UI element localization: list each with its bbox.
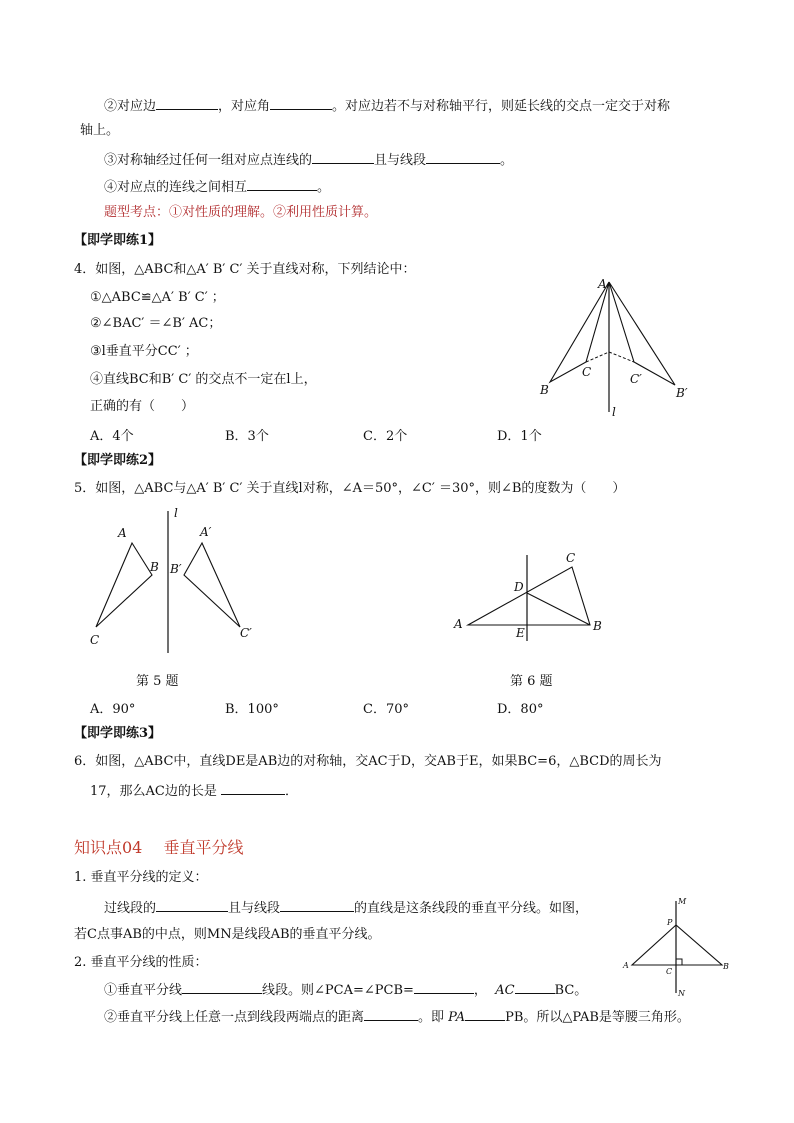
statement-1: ①△ABC≌△A′ B′ C′ ； <box>90 290 225 305</box>
label-E: E <box>516 626 525 640</box>
caption-q5: 第 5 题 <box>136 674 179 689</box>
property-2 <box>104 1007 690 1027</box>
answer-blank[interactable] <box>156 96 218 110</box>
option-c[interactable]: C．70° <box>363 702 409 717</box>
answer-blank[interactable] <box>465 1007 505 1021</box>
figure-q6 <box>450 545 620 645</box>
label-A: A <box>454 617 463 631</box>
text: 。对应边若不与对称轴平行，则延长线的交点一定交于对称 <box>332 99 671 114</box>
text: ． <box>285 784 299 799</box>
label-M: M <box>678 897 687 906</box>
option-a[interactable]: A．90° <box>90 702 136 717</box>
answer-blank[interactable] <box>414 980 474 994</box>
property-heading: 2. 垂直平分线的性质： <box>74 955 208 970</box>
exercise-tag-3: 【即学即练3】 <box>74 726 162 741</box>
label-C: C <box>582 365 592 379</box>
text: 过线段的 <box>104 901 157 916</box>
exercise-tag-2: 【即学即练2】 <box>74 453 162 468</box>
answer-blank[interactable] <box>280 898 354 912</box>
question-5: 5．如图，△ABC与△A′ B′ C′ 关于直线l对称，∠A＝50°，∠C′ ＝30°，则∠B的度数为（ ） <box>74 481 626 496</box>
answer-blank[interactable] <box>247 177 317 191</box>
text: AC <box>495 983 515 998</box>
text: 。 <box>500 153 514 168</box>
property-line-3 <box>104 150 513 170</box>
label-Bp: B′ <box>676 386 688 400</box>
statement-3: ③l垂直平分CC′ ； <box>90 344 198 359</box>
question-6: 6．如图，△ABC中，直线DE是AB边的对称轴，交AC于D，交AB于E，如果BC=6，△BCD的周长为 <box>74 754 662 769</box>
text: ①垂直平分线 <box>104 983 183 998</box>
right-angle-mark <box>676 959 682 965</box>
figure-perpendicular-bisector <box>618 893 732 1003</box>
text: 线段。则∠PCA=∠PCB= <box>262 983 414 998</box>
dashed-mid-cp <box>609 352 634 362</box>
text: 17，那么AC边的长是 <box>90 784 217 799</box>
answer-blank[interactable] <box>156 898 228 912</box>
statement-2: ②∠BAC′ ＝∠B′ AC； <box>90 316 222 331</box>
figure-q4 <box>530 272 710 422</box>
triangle-abc <box>550 282 609 382</box>
label-A: A <box>623 961 629 970</box>
label-l: l <box>612 405 616 419</box>
option-d[interactable]: D．80° <box>497 702 544 717</box>
definition-line <box>104 898 588 918</box>
answer-blank[interactable] <box>426 150 500 164</box>
label-B: B <box>150 560 159 574</box>
label-Ap: A′ <box>200 525 212 539</box>
label-A: A <box>598 277 607 291</box>
text: ②对应边 <box>104 99 157 114</box>
triangle-apbpcp <box>184 543 240 627</box>
question-4-ask: 正确的有（ ） <box>90 399 195 414</box>
property-line-4 <box>104 177 330 197</box>
question-4: 4．如图，△ABC和△A′ B′ C′ 关于直线对称，下列结论中： <box>74 262 416 277</box>
label-C: C <box>90 633 100 647</box>
answer-blank[interactable] <box>312 150 374 164</box>
option-c[interactable]: C．2个 <box>363 429 408 444</box>
text: 。即 <box>418 1010 445 1025</box>
dashed-c-mid <box>586 352 609 362</box>
text: BC。 <box>554 983 588 998</box>
label-P: P <box>667 918 673 927</box>
text: 且与线段 <box>374 153 427 168</box>
label-Bp: B′ <box>170 562 182 576</box>
section-title: 知识点04 垂直平分线 <box>74 838 244 857</box>
label-B: B <box>540 383 549 397</box>
exercise-tag-1: 【即学即练1】 <box>74 233 162 248</box>
statement-4: ④直线BC和B′ C′ 的交点不一定在l上， <box>90 372 317 387</box>
caption-q6: 第 6 题 <box>510 674 553 689</box>
answer-blank[interactable] <box>270 96 332 110</box>
answer-blank[interactable] <box>515 980 555 994</box>
property-line-2-cont: 轴上。 <box>80 123 120 138</box>
option-a[interactable]: A．4个 <box>90 429 134 444</box>
property-1 <box>104 980 587 1000</box>
label-C: C <box>566 551 576 565</box>
text: 且与线段 <box>228 901 281 916</box>
type-tip: 题型考点：①对性质的理解。②利用性质计算。 <box>104 205 378 220</box>
text: 的直线是这条线段的垂直平分线。如图， <box>354 901 589 916</box>
triangle-abc <box>96 543 152 627</box>
definition-line-2: 若C点事AB的中点，则MN是线段AB的垂直平分线。 <box>74 927 381 942</box>
option-d[interactable]: D．1个 <box>497 429 542 444</box>
text: ②垂直平分线上任意一点到线段两端点的距离 <box>104 1010 365 1025</box>
segment-db <box>527 593 590 625</box>
option-b[interactable]: B．100° <box>225 702 279 717</box>
property-line-2 <box>104 96 670 116</box>
label-Cp: C′ <box>630 372 642 386</box>
text: PB。所以△PAB是等腰三角形。 <box>505 1010 690 1025</box>
text: ， <box>473 983 487 998</box>
text: PA <box>448 1010 466 1025</box>
label-Cp: C′ <box>240 626 252 640</box>
answer-blank[interactable] <box>182 980 262 994</box>
label-N: N <box>678 989 685 998</box>
label-l: l <box>174 506 178 520</box>
text: ③对称轴经过任何一组对应点连线的 <box>104 153 313 168</box>
figure-q5 <box>80 505 270 655</box>
answer-blank[interactable] <box>221 781 285 795</box>
triangle-apbpcp <box>609 282 675 385</box>
text: ，对应角 <box>218 99 271 114</box>
text: 。 <box>317 180 331 195</box>
text: ④对应点的连线之间相互 <box>104 180 248 195</box>
question-6-cont <box>90 781 298 801</box>
option-b[interactable]: B．3个 <box>225 429 269 444</box>
label-B: B <box>723 962 729 971</box>
label-D: D <box>514 580 524 594</box>
label-B: B <box>593 619 602 633</box>
definition-heading: 1. 垂直平分线的定义： <box>74 870 208 885</box>
answer-blank[interactable] <box>364 1007 418 1021</box>
label-C: C <box>666 967 673 976</box>
label-A: A <box>118 526 127 540</box>
